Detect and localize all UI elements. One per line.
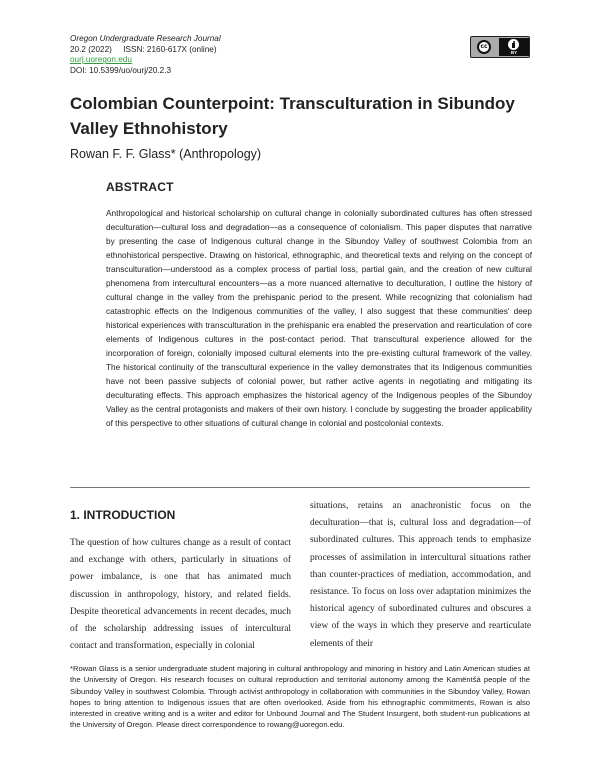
cc-logo: cc — [477, 40, 491, 54]
introduction-heading: 1. INTRODUCTION — [70, 508, 176, 522]
section-divider — [70, 487, 530, 488]
introduction-right-column: situations, retains an anachronistic focus on the deculturation—that is, cultural loss and degradation—of subordinated cultures. This approach tends to emphasize processes of assimilation in intercultural situations rather than counter-practices of mediation, accommodation, and resistance. To focus on loss over adaptation minimizes the historical agency of subordinated cultures and obscures a view of the ways in which they preserve and rearticulate elements of their — [310, 501, 531, 649]
doi: DOI: 10.5399/uo/ourj/20.2.3 — [70, 65, 172, 75]
cc-icon — [472, 38, 498, 56]
abstract-heading: ABSTRACT — [106, 180, 174, 194]
person-body — [512, 43, 515, 48]
by-label: BY — [510, 50, 518, 55]
attribution-icon — [499, 38, 529, 56]
journal-header — [70, 34, 221, 76]
author-line: Rowan F. F. Glass* (Anthropology) — [70, 147, 262, 161]
journal-name: Oregon Undergraduate Research Journal — [70, 34, 221, 43]
volume-issn: 20.2 (2022) ISSN: 2160-617X (online) — [70, 44, 217, 54]
abstract-text: Anthropological and historical scholarship on cultural change in colonially subordinated cultures has often stressed deculturation—cultural loss and degradation—as a consequence of colonialism. This paper disputes that narrative by presenting the case of Indigenous cultural change in the Sibundoy Valley of southwest Colombia from an ethnohistorical perspective. Drawing on historical, ethnographic, and theoretical texts and relying on the concept of transculturation—understood as a complex process of partial loss, partial gain, and the creation of new cultural phenomena from intercultural encounters—as a more nuanced alternative to deculturation, I outline the history of cultural change in the valley from the prehispanic period to the present. While recognizing that colonialism had catastrophic effects on the Indigenous communities of the valley, I also suggest that these communities' deep historical experiences with transculturation in the prehispanic era enabled the preservation and rearticulation of core elements of Indigenous cultures in the post-contact period. That transcultural experience allowed for the incorporation of foreign, colonially imposed cultural elements into the pre-existing cultural framework of the valley. The historical continuity of the transcultural experience in the valley demonstrates that its Indigenous communities have not been passive subjects of colonial power, but rather active agents in negotiating and mitigating its deculturating effects. This approach emphasizes the historical agency of the Indigenous peoples of the Sibundoy Valley as the central protagonists and makers of their own history. I conclude by suggesting the broader applicability of this perspective to other situations of cultural change in colonial and postcolonial contexts. — [106, 209, 532, 428]
introduction-left-column: The question of how cultures change as a result of contact and exchange with others, particularly in situations of power imbalance, is one that has animated much discussion in anthropology, history, and related fields. Despite theoretical advancements in recent decades, much of the scholarship addressing issues of intercultural contact and transformation, especially in colonial — [70, 538, 291, 652]
author-footnote: *Rowan Glass is a senior undergraduate student majoring in cultural anthropology and minoring in history and Latin American studies at the University of Oregon. His research focuses on cultural reproduction and territorial autonomy among the Kamëntšá people of the Sibundoy Valley in southwest Colombia. Through activist anthropology in collaboration with communities in the Sibundoy Valley, Rowan hopes to bring attention to Indigenous issues that are often overlooked. Aside from his ethnographic commitments, Rowan is also interested in creative writing and is a writer and editor for Unbound Journal and The Student Insurgent, both student-run publications at the University of Oregon. Please direct correspondence to rowang@uoregon.edu. — [70, 664, 530, 730]
article-title: Colombian Counterpoint: Transculturation in Sibundoy Valley Ethnohistory — [70, 94, 515, 138]
journal-url-link[interactable]: ourj.uoregon.edu — [70, 55, 132, 65]
cc-by-license-badge[interactable] — [470, 36, 530, 58]
